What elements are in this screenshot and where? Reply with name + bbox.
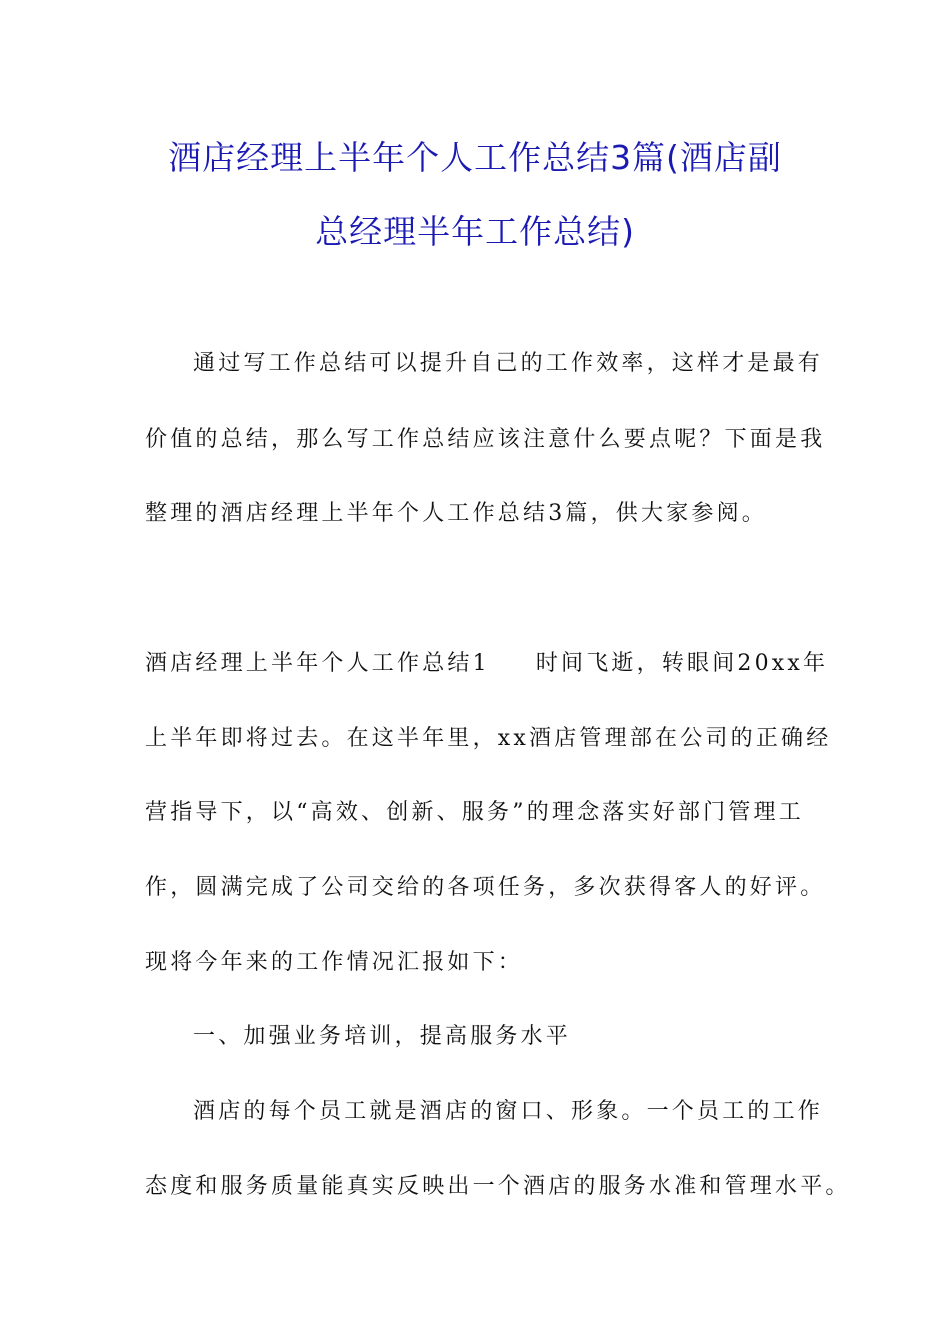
section-1-line-2: 上半年即将过去。在这半年里，xx酒店管理部在公司的正确经: [145, 726, 832, 751]
section-1-line-4: 作，圆满完成了公司交给的各项任务，多次获得客人的好评。: [145, 875, 826, 900]
section-1-paragraph-line-1: 酒店的每个员工就是酒店的窗口、形象。一个员工的工作: [193, 1099, 824, 1124]
intro-line-1: 通过写工作总结可以提升自己的工作效率，这样才是最有: [193, 351, 824, 376]
intro-line-2: 价值的总结，那么写工作总结应该注意什么要点呢？下面是我: [145, 427, 826, 452]
section-1-heading: 酒店经理上半年个人工作总结1: [145, 651, 490, 676]
section-1-subheading: 一、加强业务培训，提高服务水平: [193, 1024, 572, 1049]
document-title-line-2: 总经理半年工作总结): [315, 212, 635, 251]
section-1-first-line: [145, 646, 828, 677]
section-1-line-3: 营指导下，以“高效、创新、服务”的理念落实好部门管理工: [145, 800, 804, 825]
section-1-line-1-text: 时间飞逝，转眼间20xx年: [535, 651, 829, 676]
document-title-line-1: 酒店经理上半年个人工作总结3篇(酒店副: [168, 138, 782, 177]
section-1-paragraph-line-2: 态度和服务质量能真实反映出一个酒店的服务水准和管理水平。: [145, 1174, 851, 1199]
section-1-line-5: 现将今年来的工作情况汇报如下：: [145, 950, 524, 975]
intro-line-3: 整理的酒店经理上半年个人工作总结3篇，供大家参阅。: [145, 501, 767, 526]
